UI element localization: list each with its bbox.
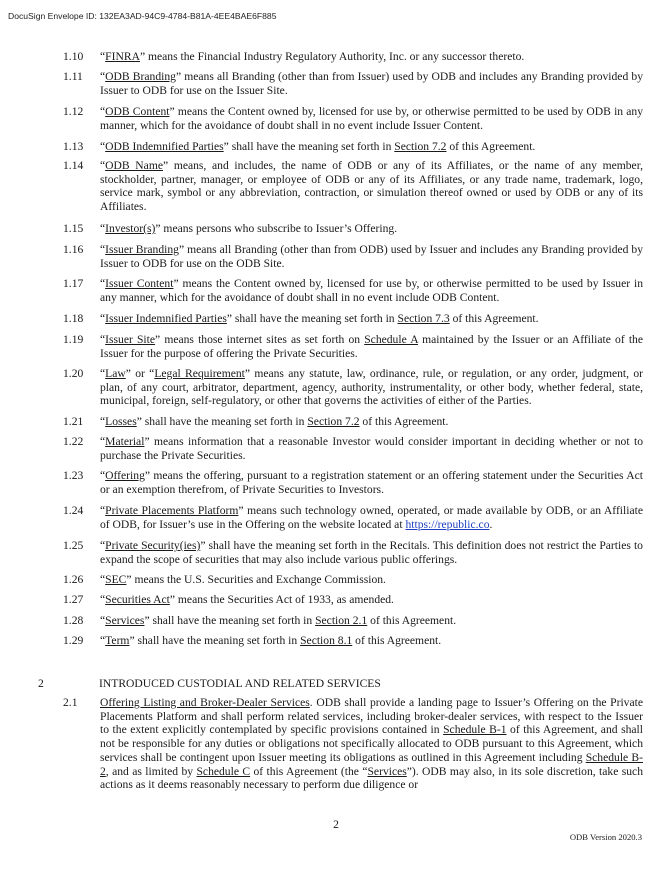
definition-text: ” means all Branding (other than from ODB) used by Issuer and includes any Branding provided by Issuer to ODB for use on the ODB Site. bbox=[100, 243, 643, 270]
definition-number: 1.17 bbox=[63, 277, 84, 290]
definition-text: ” means information that a reasonable Investor would consider important in deciding whether or not to purchase the Private Securities. bbox=[100, 435, 643, 462]
definition-item bbox=[63, 469, 643, 496]
defined-term: Offering bbox=[105, 469, 145, 482]
definition-text: “ bbox=[100, 50, 106, 63]
defined-term: Securities Act bbox=[105, 593, 170, 606]
defined-term: Issuer Indemnified Parties bbox=[105, 312, 227, 325]
definition-text bbox=[100, 70, 643, 97]
defined-term: Schedule A bbox=[364, 333, 418, 346]
definition-text bbox=[100, 504, 643, 531]
definition-item bbox=[63, 277, 643, 304]
definition-number: 1.18 bbox=[63, 312, 84, 325]
definition-text bbox=[100, 593, 643, 607]
document-version: ODB Version 2020.3 bbox=[569, 832, 642, 842]
definition-text: ” means those internet sites as set forth on bbox=[155, 333, 365, 346]
defined-term: FINRA bbox=[105, 50, 140, 63]
docusign-envelope-id: DocuSign Envelope ID: 132EA3AD-94C9-4784-B81A-4EE4BAE6F885 bbox=[8, 11, 277, 21]
definition-item bbox=[63, 105, 643, 132]
definition-item bbox=[63, 243, 643, 270]
definition-text: ” means such technology owned, operated, or made available by ODB, or an Affiliate of ODB, for Issuer’s use in the Offering on the website located at bbox=[100, 504, 643, 531]
definition-item bbox=[63, 50, 643, 64]
defined-term: Issuer Branding bbox=[105, 243, 179, 256]
defined-term: Section 7.3 bbox=[397, 312, 450, 325]
definition-text: ” means the Financial Industry Regulatory Authority, Inc. or any successor thereto. bbox=[139, 50, 525, 63]
defined-term: Material bbox=[105, 435, 145, 448]
definition-item bbox=[63, 539, 643, 566]
definition-text: “ bbox=[100, 539, 106, 552]
defined-term: ODB Name bbox=[105, 159, 163, 172]
defined-term: Losses bbox=[105, 415, 137, 428]
definition-item bbox=[63, 415, 643, 429]
definition-text: “ bbox=[100, 140, 106, 153]
definition-text: “ bbox=[100, 573, 106, 586]
website-link[interactable]: https://republic.co bbox=[405, 517, 490, 531]
definition-number: 1.25 bbox=[63, 539, 84, 552]
defined-term: Issuer Site bbox=[105, 333, 156, 346]
definition-text: ” means, and includes, the name of ODB or any of its Affiliates, or the name of any member, stockholder, partner, manager, or employee of ODB or any of its Affiliates, or any trade name, trademark, logo, service mark, symbol or any abbreviation, contraction, or simulation thereof owned or used by ODB or any of its Affiliates. bbox=[100, 159, 643, 214]
definition-text: maintained by the Issuer or an Affiliate of the Issuer for the purpose of offering the Private Securities. bbox=[100, 333, 644, 360]
defined-term: Schedule C bbox=[196, 764, 251, 778]
definition-text: “ bbox=[100, 415, 106, 428]
definition-text bbox=[100, 367, 643, 408]
definition-number: 1.26 bbox=[63, 573, 84, 586]
definition-text bbox=[100, 415, 643, 429]
definition-number: 1.29 bbox=[63, 634, 84, 647]
definition-text: of this Agreement. bbox=[449, 312, 539, 325]
definition-item bbox=[63, 573, 643, 587]
definition-text: ” means all Branding (other than from Issuer) used by ODB and includes any Branding provided by Issuer to ODB for use on the Issuer Site. bbox=[100, 70, 643, 97]
definition-text bbox=[100, 312, 643, 326]
definition-item bbox=[63, 159, 643, 214]
definition-number: 1.24 bbox=[63, 504, 84, 517]
defined-term: Term bbox=[105, 634, 130, 647]
definition-item bbox=[63, 140, 643, 154]
definition-text: of this Agreement. bbox=[367, 614, 457, 627]
defined-term: Services bbox=[367, 764, 407, 778]
definition-item bbox=[63, 435, 643, 462]
paragraph-text: of this Agreement, and shall not be responsible for any duties or obligations not specifically allocated to ODB pursuant to this Agreement, which services shall be contingent upon Issuer meeting its obligations as outlined in this Agreement including bbox=[100, 723, 643, 764]
definition-text: ” shall have the meaning set forth in bbox=[226, 312, 398, 325]
paragraph-number: 2.1 bbox=[63, 696, 78, 709]
definition-number: 1.10 bbox=[63, 50, 84, 63]
definition-text bbox=[100, 140, 643, 154]
definition-text bbox=[100, 50, 643, 64]
definition-text: of this Agreement. bbox=[446, 140, 536, 153]
defined-term: Private Placements Platform bbox=[105, 504, 239, 517]
definition-text bbox=[100, 243, 643, 270]
definition-text: “ bbox=[100, 105, 106, 118]
definition-number: 1.12 bbox=[63, 105, 84, 118]
defined-term: Law bbox=[105, 367, 126, 380]
definition-text: of this Agreement. bbox=[359, 415, 449, 428]
definition-number: 1.20 bbox=[63, 367, 84, 380]
paragraph-text: . ODB shall provide a landing page to Issuer’s Offering on the Private Placements Platform and shall perform related services, including broker-dealer services, with respect to the Issuer to the extent explicitly contemplated by specific provisions contained in bbox=[100, 696, 643, 737]
defined-term: ODB Branding bbox=[105, 70, 176, 83]
definition-item bbox=[63, 312, 643, 326]
definition-text: ” or “ bbox=[125, 367, 155, 380]
definition-number: 1.19 bbox=[63, 333, 84, 346]
definition-text: ” shall have the meaning set forth in bbox=[129, 634, 301, 647]
definition-text bbox=[100, 634, 643, 648]
paragraph-text bbox=[100, 696, 643, 792]
definition-number: 1.22 bbox=[63, 435, 84, 448]
definition-text bbox=[100, 614, 643, 628]
definition-item bbox=[63, 222, 643, 236]
definition-text: ” means persons who subscribe to Issuer’s Offering. bbox=[155, 222, 398, 235]
defined-term: Issuer Content bbox=[105, 277, 174, 290]
defined-term: Section 7.2 bbox=[394, 140, 447, 153]
definition-text: ” shall have the meaning set forth in bbox=[223, 140, 395, 153]
page-number: 2 bbox=[333, 818, 339, 831]
defined-term: Investor(s) bbox=[105, 222, 156, 235]
definition-text bbox=[100, 469, 643, 496]
definition-text: “ bbox=[100, 634, 106, 647]
definition-text: “ bbox=[100, 435, 106, 448]
definition-text bbox=[100, 573, 643, 587]
definition-text: “ bbox=[100, 70, 106, 83]
defined-term: ODB Indemnified Parties bbox=[105, 140, 224, 153]
definition-text bbox=[100, 539, 643, 566]
definition-text: ” means the Securities Act of 1933, as amended. bbox=[169, 593, 394, 606]
definition-text: “ bbox=[100, 614, 106, 627]
section-title: INTRODUCED CUSTODIAL AND RELATED SERVICES bbox=[99, 677, 381, 690]
definition-text: ” shall have the meaning set forth in the Recitals. This definition does not restrict the Parties to expand the scope of securities that may also include various public offerings. bbox=[100, 539, 643, 566]
defined-term: Private Security(ies) bbox=[105, 539, 201, 552]
defined-term: Section 2.1 bbox=[315, 614, 368, 627]
definition-text: ” means the Content owned by, licensed for use by, or otherwise permitted to be used by ODB in any manner, which for the avoidance of doubt shall in no event include Issuer Content. bbox=[100, 105, 643, 132]
section-number: 2 bbox=[38, 677, 44, 690]
definition-number: 1.15 bbox=[63, 222, 84, 235]
definition-item bbox=[63, 593, 643, 607]
definition-number: 1.16 bbox=[63, 243, 84, 256]
definition-item bbox=[63, 504, 643, 531]
definition-text: “ bbox=[100, 593, 106, 606]
defined-term: Services bbox=[105, 614, 145, 627]
definition-text bbox=[100, 435, 643, 462]
definition-item bbox=[63, 333, 643, 360]
definition-text: ” means any statute, law, ordinance, rule, or regulation, or any order, judgment, or plan, of any court, arbitrator, department, agency, authority, instrumentality, or other body, whether federal, state, municipal, foreign, self-regulatory, or other that governs the activities of either of the Parties. bbox=[100, 367, 643, 408]
definition-item bbox=[63, 367, 643, 408]
defined-term: Schedule B-2 bbox=[100, 750, 643, 778]
definition-text: ” shall have the meaning set forth in bbox=[136, 415, 308, 428]
defined-term: SEC bbox=[105, 573, 127, 586]
definition-text: “ bbox=[100, 504, 106, 517]
definition-text: “ bbox=[100, 277, 106, 290]
definition-item bbox=[63, 634, 643, 648]
definition-text: “ bbox=[100, 222, 106, 235]
definition-number: 1.11 bbox=[63, 70, 83, 83]
definition-text: “ bbox=[100, 469, 106, 482]
section-heading bbox=[38, 677, 638, 690]
paragraph-text: of this Agreement (the “ bbox=[250, 764, 368, 778]
definition-number: 1.13 bbox=[63, 140, 84, 153]
definition-text: “ bbox=[100, 312, 106, 325]
definition-text bbox=[100, 222, 643, 236]
paragraph-2-1 bbox=[63, 696, 643, 792]
definition-text bbox=[100, 277, 643, 304]
defined-term: Offering Listing and Broker-Dealer Services bbox=[100, 696, 310, 709]
definition-number: 1.21 bbox=[63, 415, 84, 428]
definition-text: “ bbox=[100, 333, 106, 346]
definition-text bbox=[100, 159, 643, 214]
definition-text: “ bbox=[100, 159, 106, 172]
definition-text: . bbox=[489, 517, 493, 531]
definition-text: of this Agreement. bbox=[352, 634, 442, 647]
definition-text: “ bbox=[100, 243, 106, 256]
definition-item bbox=[63, 70, 643, 97]
definition-number: 1.28 bbox=[63, 614, 84, 627]
definition-item bbox=[63, 614, 643, 628]
defined-term: Section 7.2 bbox=[307, 415, 360, 428]
definition-number: 1.14 bbox=[63, 159, 84, 172]
paragraph-text: , and as limited by bbox=[105, 764, 197, 778]
paragraph-text: ”). ODB may also, in its sole discretion, take such actions as it deems reasonably necessary to perform due diligence or bbox=[100, 764, 643, 792]
definition-text: ” means the offering, pursuant to a registration statement or an offering statement under the Securities Act or an exemption therefrom, of Private Securities to Investors. bbox=[100, 469, 643, 496]
definition-text bbox=[100, 105, 643, 132]
definition-number: 1.23 bbox=[63, 469, 84, 482]
defined-term: Legal Requirement bbox=[154, 367, 245, 380]
definition-text: “ bbox=[100, 367, 106, 380]
definition-text bbox=[100, 333, 643, 360]
definition-text: ” means the U.S. Securities and Exchange Commission. bbox=[126, 573, 386, 586]
defined-term: Section 8.1 bbox=[300, 634, 353, 647]
definition-text: ” shall have the meaning set forth in bbox=[144, 614, 316, 627]
defined-term: Schedule B-1 bbox=[443, 723, 507, 737]
definition-number: 1.27 bbox=[63, 593, 84, 606]
definition-text: ” means the Content owned by, licensed for use by, or otherwise permitted to be used by Issuer in any manner, which for the avoidance of doubt shall in no event include ODB Content. bbox=[100, 277, 643, 304]
defined-term: ODB Content bbox=[105, 105, 170, 118]
